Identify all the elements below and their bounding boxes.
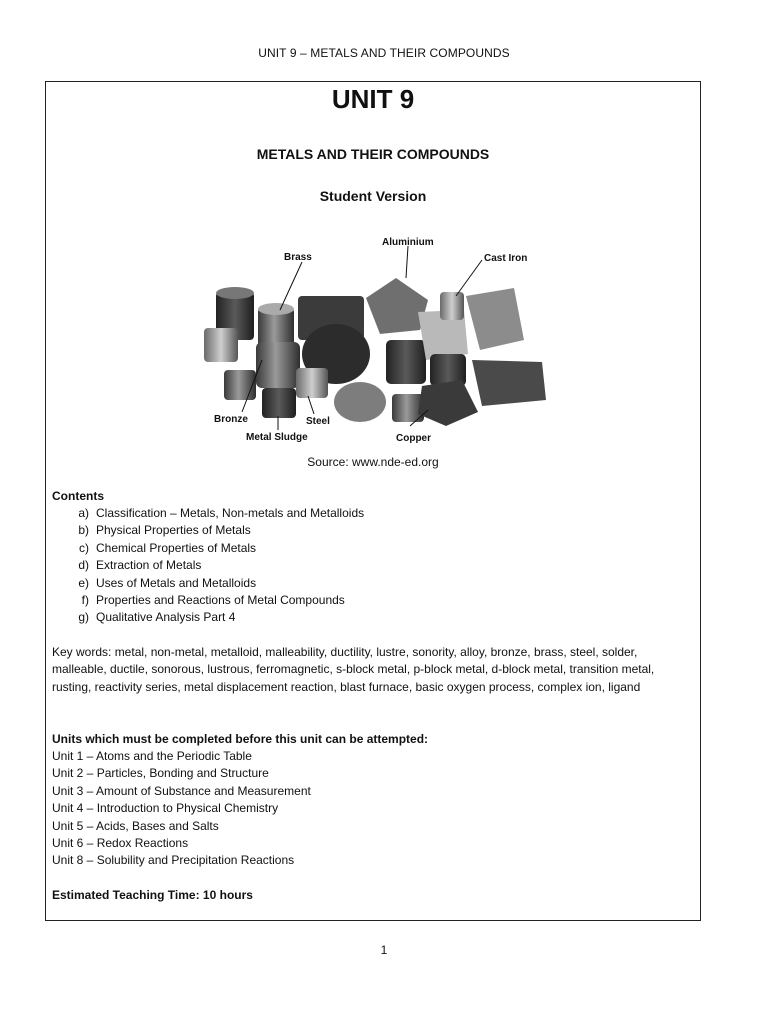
contents-item [52, 575, 692, 592]
label-cast-iron: Cast Iron [484, 253, 528, 264]
contents-list [52, 505, 692, 627]
item-marker: g) [78, 610, 89, 625]
prerequisite-unit: Unit 3 – Amount of Substance and Measurement [52, 783, 311, 798]
item-marker: e) [78, 575, 89, 590]
sample-steel [296, 368, 328, 398]
label-brass: Brass [284, 252, 312, 263]
version-label: Student Version [319, 188, 427, 204]
sample-porous-disc [334, 382, 386, 422]
contents-heading: Contents [52, 489, 104, 503]
sample-top [216, 287, 254, 299]
cover-frame [45, 81, 701, 921]
teaching-time: Estimated Teaching Time: 10 hours [52, 888, 253, 902]
metal-samples-photo [196, 230, 556, 452]
sample-top [258, 303, 294, 315]
item-marker: b) [78, 523, 89, 538]
item-marker: f) [81, 593, 89, 608]
prerequisite-unit: Unit 4 – Introduction to Physical Chemistry [52, 801, 279, 816]
item-text: Extraction of Metals [96, 558, 202, 573]
prerequisite-unit: Unit 8 – Solubility and Precipitation Reactions [52, 853, 295, 868]
running-header: UNIT 9 – METALS AND THEIR COMPOUNDS [258, 46, 510, 60]
item-marker: a) [78, 506, 89, 520]
prerequisite-list [52, 748, 692, 870]
pointer-line [456, 260, 482, 296]
label-copper: Copper [396, 433, 431, 444]
contents-item [52, 592, 692, 609]
contents-item [52, 505, 692, 522]
item-text: Uses of Metals and Metalloids [96, 575, 257, 590]
contents-item [52, 609, 692, 626]
page-number: 1 [380, 943, 388, 957]
item-text: Properties and Reactions of Metal Compounds [96, 593, 345, 608]
contents-item [52, 557, 692, 574]
sample-copper [418, 380, 478, 426]
sample-cylinder-top [440, 292, 464, 320]
item-text: Qualitative Analysis Part 4 [96, 610, 236, 625]
sample-metal-sludge [262, 388, 296, 418]
sample-bronze [224, 370, 256, 400]
unit-subtitle: METALS AND THEIR COMPOUNDS [256, 146, 490, 162]
pointer-line [406, 246, 408, 278]
prerequisite-unit: Unit 5 – Acids, Bases and Salts [52, 818, 219, 833]
label-metal-sludge: Metal Sludge [246, 432, 308, 443]
prerequisite-unit: Unit 1 – Atoms and the Periodic Table [52, 749, 252, 763]
label-steel: Steel [306, 416, 330, 427]
sample-large-cylinder [256, 342, 300, 388]
prerequisites-heading: Units which must be completed before this unit can be attempted: [52, 732, 429, 746]
label-aluminium: Aluminium [382, 237, 434, 248]
label-bronze: Bronze [214, 414, 248, 425]
prerequisite-unit: Unit 2 – Particles, Bonding and Structure [52, 766, 269, 781]
sample-cast-iron [466, 288, 524, 350]
pointer-line [308, 396, 314, 414]
contents-item [52, 522, 692, 539]
item-text: Chemical Properties of Metals [96, 540, 257, 555]
sample-mid-cylinder [386, 340, 426, 384]
item-text: Physical Properties of Metals [96, 523, 251, 538]
sample-aluminium [366, 278, 428, 334]
prerequisite-unit: Unit 6 – Redox Reactions [52, 836, 189, 851]
keywords-paragraph: Key words: metal, non-metal, metalloid, malleability, ductility, lustre, sonority, alloy, bronze, brass, steel, solder, malleable, ductile, sonorous, lustrous, ferromagnetic, s-block metal, p-block metal, d-block metal, transition metal, rusting, reactivity series, metal displacement reaction, blast furnace, basic oxygen process, complex ion, ligand [52, 645, 655, 694]
sample-pale-cylinder [204, 328, 238, 362]
item-marker: d) [78, 558, 89, 573]
sample-large-block [472, 360, 546, 406]
item-text: Classification – Metals, Non-metals and Metalloids [96, 506, 365, 520]
unit-title: UNIT 9 [331, 84, 415, 114]
item-marker: c) [79, 540, 89, 555]
figure-source: Source: www.nde-ed.org [307, 455, 439, 469]
contents-item [52, 540, 692, 557]
